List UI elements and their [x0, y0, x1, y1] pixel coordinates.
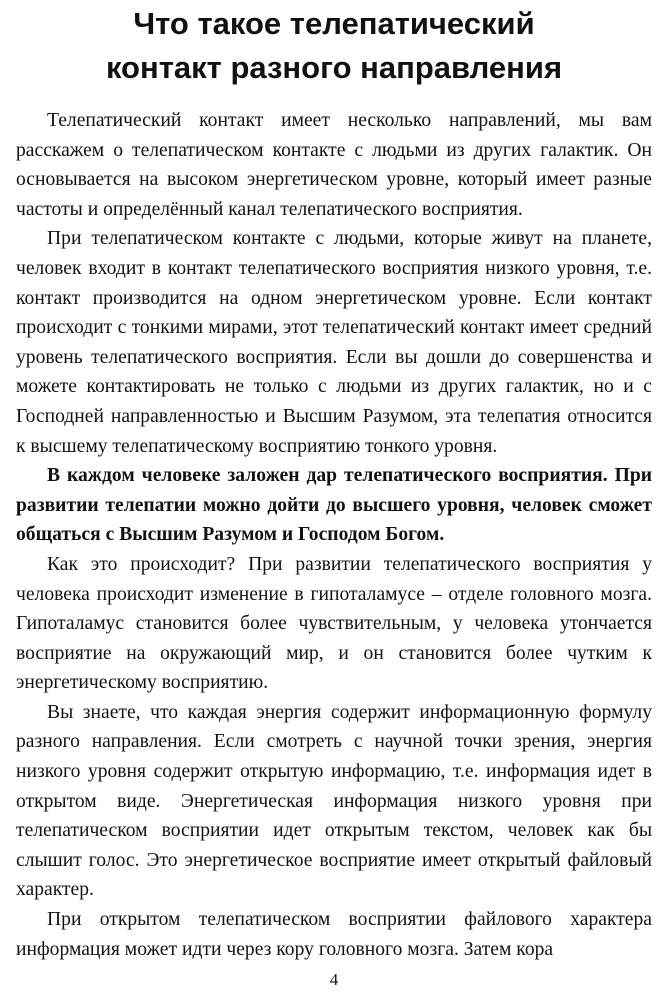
title-line-1: Что такое телепатический — [133, 6, 535, 41]
body-text — [16, 106, 652, 964]
page-number: 4 — [329, 970, 339, 989]
paragraph-2: При телепатическом контакте с людьми, которые живут на планете, человек входит в контакт телепатического восприятия низкого уровня, т.е. контакт производится на одном энергетическом уровне. Если контакт происходит с тонкими мирами, этот телепатический контакт имеет средний уровень телепатического восприятия. Если вы дошли до совершенства и можете контактировать не только с людьми из других галактик, но и с Господней направленностью и Высшим Разумом, эта телепатия относится к высшему телепатическому восприятию тонкого уровня. — [16, 228, 652, 457]
title-line-2: контакт разного направления — [105, 50, 563, 85]
paragraph-3-bold: В каждом человеке заложен дар телепатического восприятия. При развитии телепатии можно дойти до высшего уровня, человек сможет общаться с Высшим Разумом и Господом Богом. — [16, 465, 652, 546]
paragraph-5: Вы знаете, что каждая энергия содержит информационную формулу разного направления. Если смотреть с научной точки зрения, энергия низкого уровня содержит открытую информацию, т.е. информация идет в открытом виде. Энергетическая информация низкого уровня при телепатическом восприятии идет открытым текстом, человек как бы слышит голос. Это энергетическое восприятие имеет открытый файловый характер. — [16, 701, 652, 901]
paragraph-6: При открытом телепатическом восприятии файлового характера информация может идти через кору головного мозга. Затем кора — [16, 909, 652, 960]
paragraph-1: Телепатический контакт имеет несколько направлений, мы вам расскажем о телепатическом контакте с людьми из других галактик. Он основывается на высоком энергетическом уровне, который имеет разные частоты и определённый канал телепатического восприятия. — [16, 110, 652, 220]
page-title — [16, 2, 652, 90]
paragraph-4: Как это происходит? При развитии телепатического восприятия у человека происходит изменение в гипоталамусе – отделе головного мозга. Гипоталамус становится более чувствительным, у человека утончается восприятие на окружающий мир, и он становится более чутким к энергетическому восприятию. — [16, 553, 652, 694]
